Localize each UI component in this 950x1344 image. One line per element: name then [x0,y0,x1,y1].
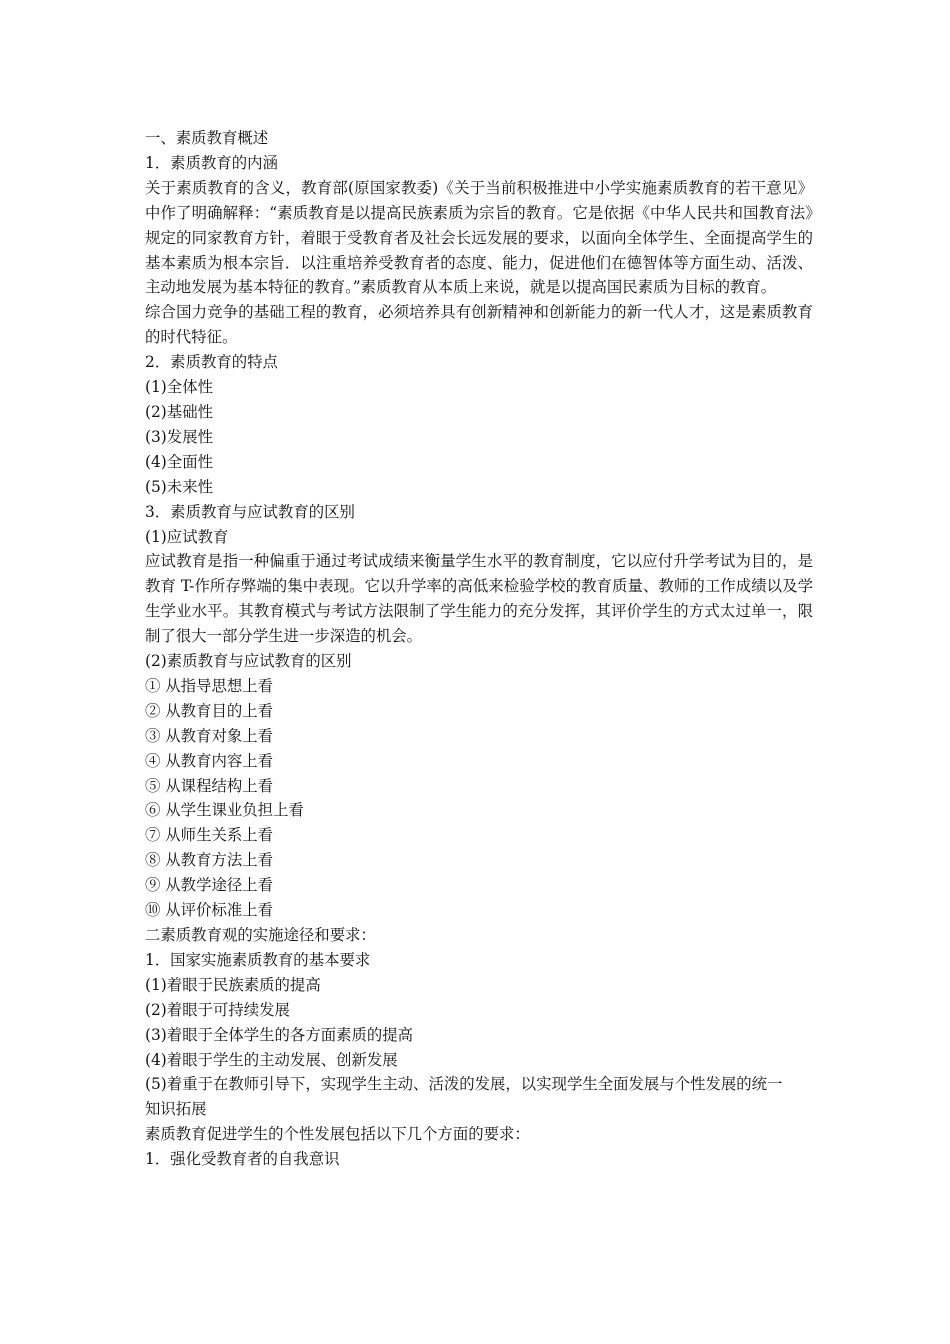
subsection-heading: 3．素质教育与应试教育的区别 [145,502,355,521]
section-heading: 一、素质教育概述 [145,129,269,147]
list-item: (5)未来性 [145,477,213,496]
list-item: ⑧ 从教育方法上看 [145,851,274,870]
paragraph: 应试教育是指一种偏重于通过考试成绩来衡量学生水平的教育制度，它以应付升学考试为目的，是教育 T-作所存弊端的集中表现。它以升学率的高低来检验学校的教育质量、教师的工作成绩以及学生学业水平。其教育模式与考试方法限制了学生能力的充分发挥，其评价学生的方式太过单一，限制了很大一部分学生进一步深造的机会。 [145,552,813,646]
list-item: (1)全体性 [145,378,213,397]
list-item: ⑦ 从师生关系上看 [145,826,274,845]
subsection-heading: 1．强化受教育者的自我意识 [145,1150,340,1169]
list-item: ⑩ 从评价标准上看 [145,901,274,920]
list-item: (1)应试教育 [145,527,229,546]
section-heading: 二素质教育观的实施途径和要求： [145,926,376,944]
list-item: (1)着眼于民族素质的提高 [145,975,321,994]
list-item: ⑤ 从课程结构上看 [145,776,274,795]
list-item: (3)发展性 [145,427,213,446]
subsection-heading: 1．国家实施素质教育的基本要求 [145,950,371,969]
subsection-heading: 2．素质教育的特点 [145,353,278,372]
list-item: ⑥ 从学生课业负担上看 [145,801,304,820]
list-item: ① 从指导思想上看 [145,676,274,695]
list-item: (2)基础性 [145,402,213,421]
list-item: ④ 从教育内容上看 [145,751,274,770]
list-item: ③ 从教育对象上看 [145,726,274,745]
list-item: (2)素质教育与应试教育的区别 [145,652,352,671]
list-item: (5)着重于在教师引导下，实现学生主动、活泼的发展，以实现学生全面发展与个性发展的统一 [145,1075,783,1094]
list-item: (3)着眼于全体学生的各方面素质的提高 [145,1025,414,1044]
list-item: (4)全面性 [145,452,213,471]
list-item: (2)着眼于可持续发展 [145,1000,290,1019]
list-item: ② 从教育目的上看 [145,701,274,720]
list-item: ⑨ 从教学途径上看 [145,876,274,895]
paragraph: 关于素质教育的含义，教育部(原国家教委)《关于当前积极推进中小学实施素质教育的若干意见》中作了明确解释：“素质教育是以提高民族素质为宗旨的教育。它是依据《中华人民共和国教育法》规定的同家教育方针，着眼于受教育者及社会长远发展的要求，以面向全体学生、全面提高学生的基本素质为根本宗旨．以注重培养受教育者的态度、能力，促进他们在德智体等方面生动、活泼、主动地发展为基本特征的教育。”素质教育从本质上来说，就是以提高国民素质为目标的教育。 [145,178,813,297]
paragraph: 综合国力竞争的基础工程的教育，必须培养具有创新精神和创新能力的新一代人才，这是素质教育的时代特征。 [145,303,813,347]
document-body [145,126,813,1172]
paragraph: 素质教育促进学生的个性发展包括以下几个方面的要求： [145,1125,530,1144]
list-item: (4)着眼于学生的主动发展、创新发展 [145,1050,398,1069]
subsection-heading: 知识拓展 [145,1100,207,1119]
subsection-heading: 1．素质教育的内涵 [145,153,278,172]
